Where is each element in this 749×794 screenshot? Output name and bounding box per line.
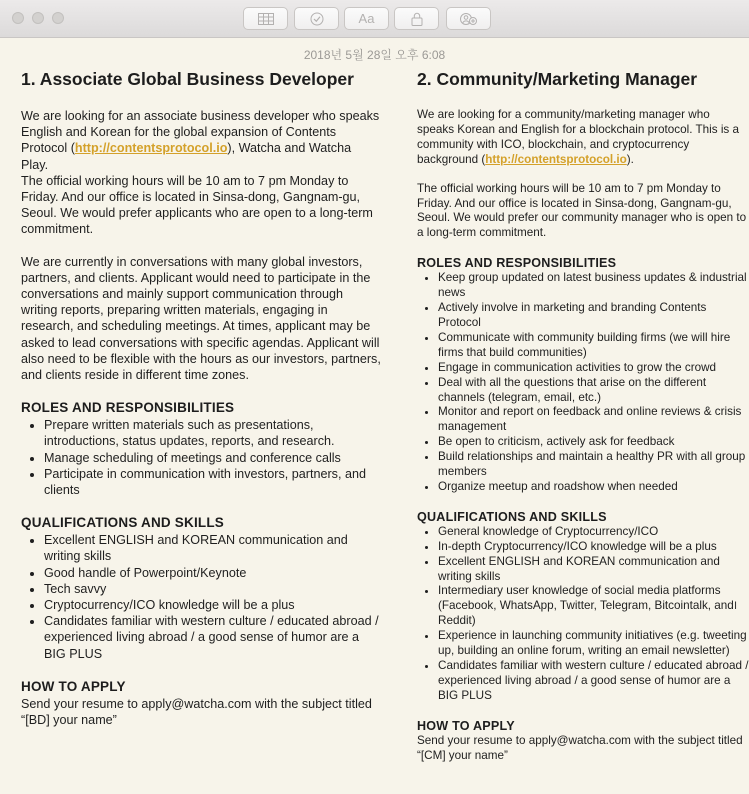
right-job-posting[interactable] bbox=[417, 68, 749, 764]
list-item: • Experience in launching community initiatives (e.g. tweeting up, building an online forum, writing an email newsletter) bbox=[438, 629, 749, 659]
left-title: 1. Associate Global Business Developer bbox=[21, 69, 354, 89]
left-intro: We are looking for an associate business developer who speaks English and Korean for the global expansion of Contents Protocol (http://contentsprotocol.io), Watcha and Watcha Play. bbox=[21, 109, 380, 172]
right-quals-heading: QUALIFICATIONS AND SKILLS bbox=[417, 509, 607, 524]
left-quals-heading: QUALIFICATIONS AND SKILLS bbox=[21, 515, 224, 531]
list-item: • Prepare written materials such as presentations, introductions, status updates, reports, and research. bbox=[44, 417, 381, 449]
checklist-icon bbox=[310, 12, 324, 26]
list-item: • Keep group updated on latest business updates & industrial news bbox=[438, 271, 749, 301]
table-button[interactable] bbox=[243, 7, 288, 30]
checklist-button[interactable] bbox=[294, 7, 339, 30]
right-intro-link[interactable]: http://contentsprotocol.io bbox=[485, 152, 627, 166]
list-item: • Candidates familiar with western culture / educated abroad / experienced living abroad / a good sense of humor are a BIG PLUS bbox=[438, 659, 749, 704]
right-title: 2. Community/Marketing Manager bbox=[417, 69, 698, 89]
left-intro-link[interactable]: http://contentsprotocol.io bbox=[74, 141, 228, 156]
window-titlebar bbox=[0, 0, 749, 38]
left-roles-heading: ROLES AND RESPONSIBILITIES bbox=[21, 400, 235, 416]
list-item: • In-depth Cryptocurrency/ICO knowledge will be a plus bbox=[438, 540, 749, 555]
lock-icon bbox=[411, 12, 423, 26]
lock-button[interactable] bbox=[394, 7, 439, 30]
note-timestamp: 2018년 5월 28일 오후 6:08 bbox=[303, 48, 446, 62]
list-item: • Good handle of Powerpoint/Keynote bbox=[44, 565, 381, 581]
text-cursor-icon: I bbox=[734, 600, 738, 612]
share-button[interactable] bbox=[446, 7, 491, 30]
left-conversations: We are currently in conversations with many global investors, partners, and clients. Applicant would need to participate in the conversations and mainly support communication through writing reports, preparing written materials, engaging in research, and scheduling meetings. At times, applicant may be asked to lead conversations with specific agendas. Applicant will also need to be flexible with the hours as our investors, partners, and clients reside in different time zones. bbox=[21, 254, 381, 383]
list-item: • Monitor and report on feedback and online reviews & crisis management bbox=[438, 405, 749, 435]
list-item: • Manage scheduling of meetings and conference calls bbox=[44, 450, 381, 466]
list-item: • Build relationships and maintain a healthy PR with all group members bbox=[438, 450, 749, 480]
list-item: • Participate in communication with investors, partners, and clients bbox=[44, 466, 381, 498]
table-icon bbox=[258, 13, 274, 25]
list-item: • Organize meetup and roadshow when needed bbox=[438, 480, 749, 495]
list-item: • Be open to criticism, actively ask for feedback bbox=[438, 435, 749, 450]
close-window-button[interactable] bbox=[12, 12, 24, 24]
format-label: Aa bbox=[358, 11, 375, 26]
left-roles-list bbox=[21, 417, 381, 498]
list-item: • Deal with all the questions that arise on the different channels (telegram, email, etc.) bbox=[438, 376, 749, 406]
list-item: • Communicate with community building firms (we will hire firms that build communities) bbox=[438, 331, 749, 361]
list-item: • Tech savvy bbox=[44, 581, 381, 597]
list-item: • Excellent ENGLISH and KOREAN communication and writing skills bbox=[438, 555, 749, 585]
right-roles-list bbox=[417, 271, 749, 495]
right-intro: We are looking for a community/marketing manager who speaks Korean and English for a blockchain protocol. This is a community with ICO, blockchain, and cryptocurrency background (http://contentsprotocol.io). bbox=[417, 108, 740, 166]
right-hours: The official working hours will be 10 am to 7 pm Monday to Friday. And our office is located in Sinsa-dong, Gangnam-gu, Seoul. We would prefer our community manager who is open to a long-term commitment. bbox=[417, 181, 747, 240]
list-item: • Actively involve in marketing and branding Contents Protocol bbox=[438, 301, 749, 331]
list-item: • Intermediary user knowledge of social media platforms (Facebook, WhatsApp, Twitter, Telegram, Bitcointalk, and Reddit) bbox=[438, 584, 749, 629]
right-roles-heading: ROLES AND RESPONSIBILITIES bbox=[417, 256, 617, 271]
list-item: • Excellent ENGLISH and KOREAN communication and writing skills bbox=[44, 532, 381, 564]
list-item: • General knowledge of Cryptocurrency/ICO bbox=[438, 525, 749, 540]
format-button[interactable] bbox=[344, 7, 389, 30]
left-apply-heading: HOW TO APPLY bbox=[21, 678, 126, 694]
right-apply-heading: HOW TO APPLY bbox=[417, 718, 515, 733]
left-job-posting[interactable] bbox=[21, 68, 381, 728]
left-quals-list bbox=[21, 532, 381, 662]
share-icon bbox=[460, 12, 478, 26]
minimize-window-button[interactable] bbox=[32, 12, 44, 24]
list-item: • Candidates familiar with western culture / educated abroad / experienced living abroad / a good sense of humor are a BIG PLUS bbox=[44, 613, 381, 662]
left-hours: The official working hours will be 10 am to 7 pm Monday to Friday. And our office is located in Sinsa-dong, Gangnam-gu, Seoul. We would prefer applicants who are open to a long-term commitment. bbox=[21, 173, 373, 237]
list-item: • Engage in communication activities to grow the crowd bbox=[438, 361, 749, 376]
right-apply-text: Send your resume to apply@watcha.com with the subject titled “[CM] your name” bbox=[417, 733, 743, 762]
left-apply-text: Send your resume to apply@watcha.com with the subject titled “[BD] your name” bbox=[21, 696, 372, 728]
list-item: • Cryptocurrency/ICO knowledge will be a plus bbox=[44, 597, 381, 613]
zoom-window-button[interactable] bbox=[52, 12, 64, 24]
right-quals-list bbox=[417, 525, 749, 704]
